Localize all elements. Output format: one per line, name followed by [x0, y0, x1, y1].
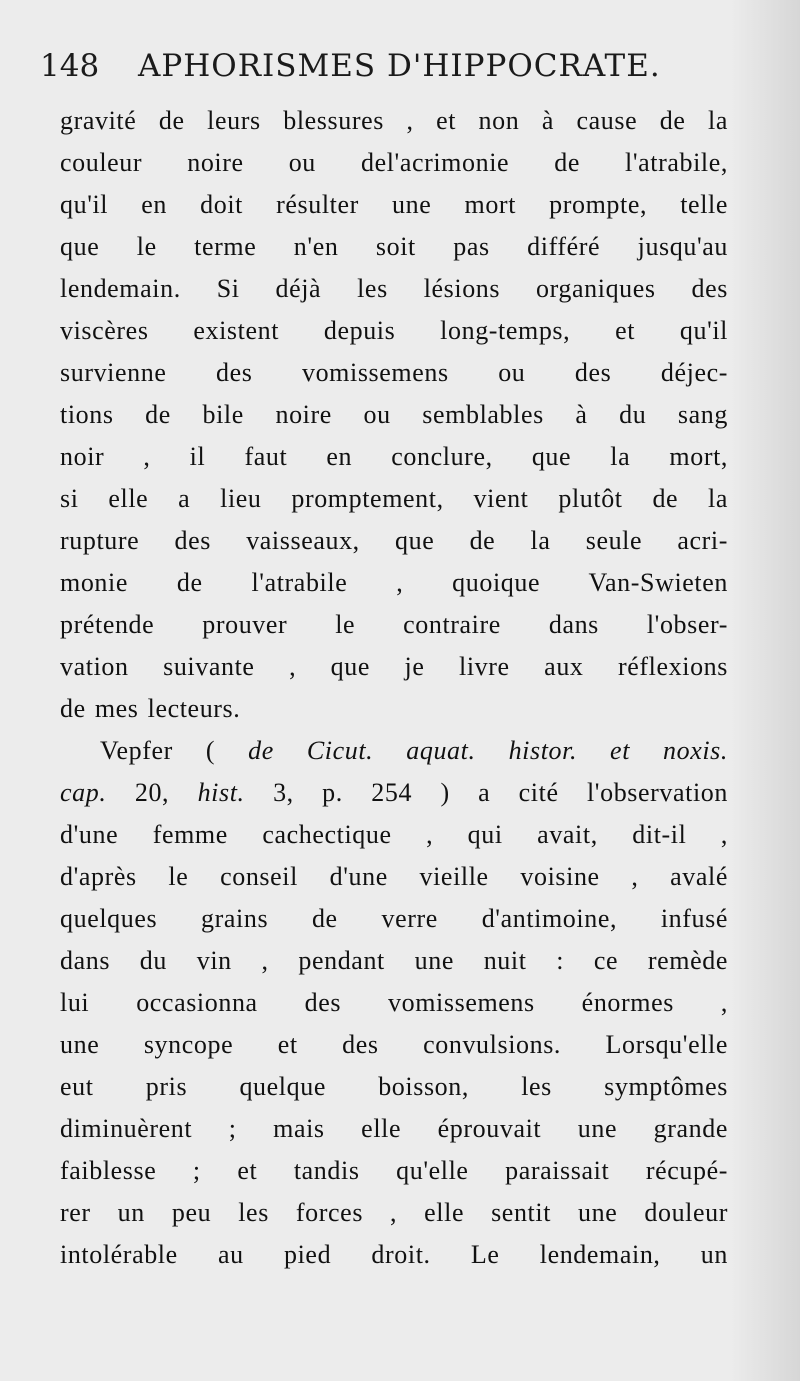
citation-cap-number: 20, [134, 778, 170, 807]
text-line: dans du vin , pendant une nuit : ce remède [60, 946, 728, 975]
text-line-paragraph-end: de mes lecteurs. [60, 694, 241, 723]
page-header [40, 44, 740, 94]
text-line: une syncope et des convulsions. Lorsqu'elle [60, 1030, 728, 1059]
text-line: gravité de leurs blessures , et non à cause de la [60, 106, 728, 135]
text-line: rer un peu les forces , elle sentit une douleur [60, 1198, 728, 1227]
text-line: prétende prouver le contraire dans l'obser- [60, 610, 728, 639]
text-line: qu'il en doit résulter une mort prompte, telle [60, 190, 728, 219]
text-line: d'après le conseil d'une vieille voisine , avalé [60, 862, 728, 891]
running-title: APHORISMES D'HIPPOCRATE. [138, 48, 661, 84]
citation-rest: 3, p. 254 ) a cité l'observation [273, 778, 728, 807]
text-line: survienne des vomissemens ou des déjec- [60, 358, 728, 387]
text-line: tions de bile noire ou semblables à du sang [60, 400, 728, 429]
page-number: 148 [40, 48, 100, 84]
text-line: vation suivante , que je livre aux réflexions [60, 652, 728, 681]
text-line: lendemain. Si déjà les lésions organiques des [60, 274, 728, 303]
text-line: que le terme n'en soit pas différé jusqu'au [60, 232, 728, 261]
text-line: monie de l'atrabile , quoique Van-Swieten [60, 568, 728, 597]
text-line: si elle a lieu promptement, vient plutôt de la [60, 484, 728, 513]
citation-line [60, 730, 728, 772]
text-line: lui occasionna des vomissemens énormes , [60, 988, 728, 1017]
text-line: rupture des vaisseaux, que de la seule acri- [60, 526, 728, 555]
text-line: couleur noire ou del'acrimonie de l'atrabile, [60, 148, 728, 177]
text-line: eut pris quelque boisson, les symptômes [60, 1072, 728, 1101]
text-line: d'une femme cachectique , qui avait, dit-il , [60, 820, 728, 849]
body-text [60, 100, 728, 1276]
citation-hist: hist. [197, 778, 245, 807]
text-line: quelques grains de verre d'antimoine, infusé [60, 904, 728, 933]
text-line: viscères existent depuis long-temps, et qu'il [60, 316, 728, 345]
text-line: faiblesse ; et tandis qu'elle paraissait récupé- [60, 1156, 728, 1185]
text-line: intolérable au pied droit. Le lendemain, un [60, 1240, 728, 1269]
text-line: noir , il faut en conclure, que la mort, [60, 442, 728, 471]
citation-line [60, 772, 728, 814]
text-line: diminuèrent ; mais elle éprouvait une grande [60, 1114, 728, 1143]
citation-title: de Cicut. aquat. histor. et noxis. [248, 736, 728, 765]
citation-prefix: Vepfer ( [100, 736, 216, 765]
citation-cap: cap. [60, 778, 107, 807]
